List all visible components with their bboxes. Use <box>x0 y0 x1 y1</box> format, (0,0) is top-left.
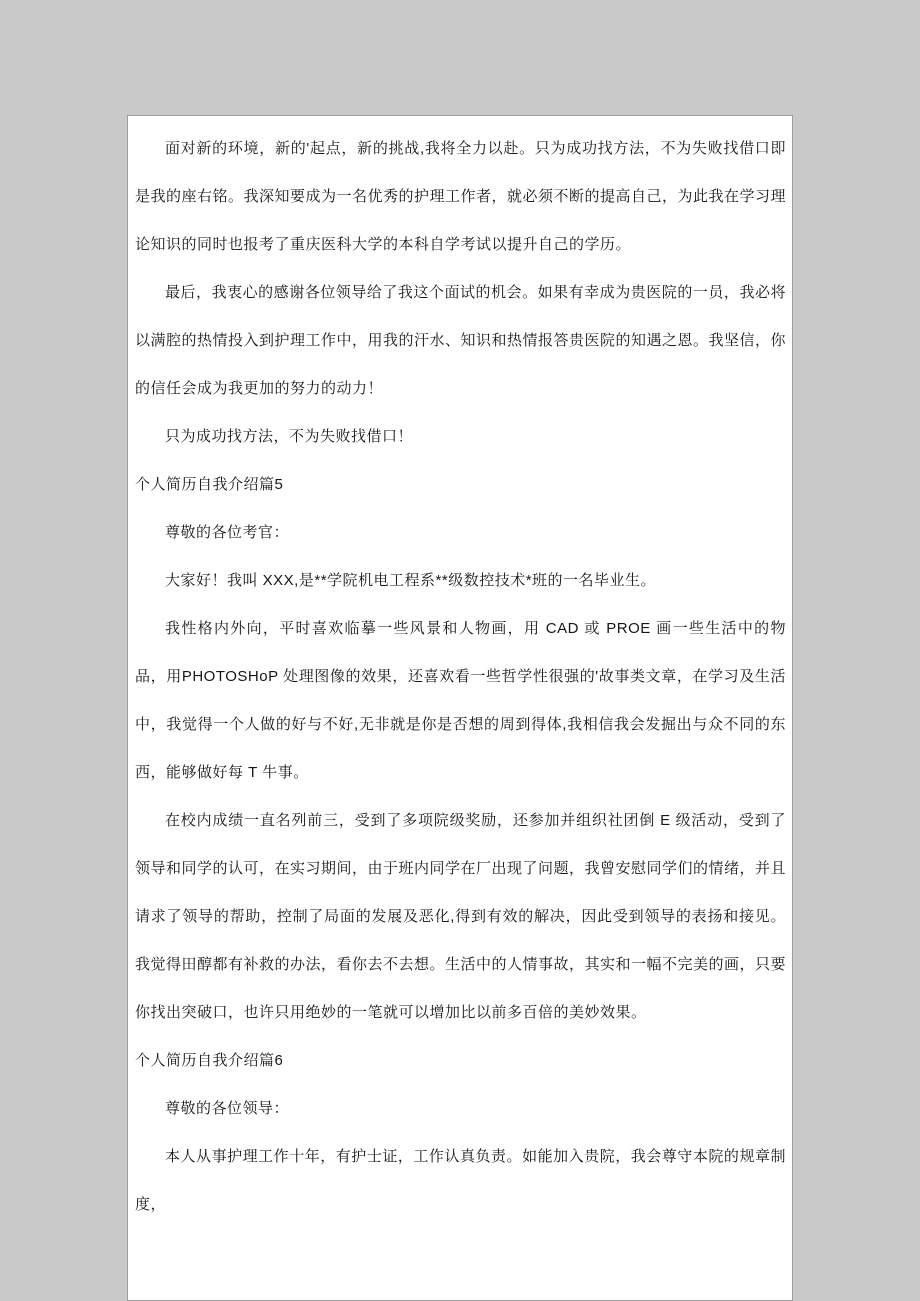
paragraph: 本人从事护理工作十年，有护士证，工作认真负责。如能加入贵院，我会尊守本院的规章制度， <box>135 1148 786 1213</box>
paragraph: 我性格内外向，平时喜欢临摹一些风景和人物画，用 CAD 或 PROE 画一些生活中的物品，用PHOTOSHoP 处理图像的效果，还喜欢看一些哲学性很强的'故事类文章，在学习及生活中，我觉得一个人做的好与不好,无非就是你是否想的周到得体,我相信我会发掘出与众不同的东西，能够做好每 T 牛事。 <box>135 620 786 781</box>
paragraph: 只为成功找方法，不为失败找借口！ <box>165 428 414 445</box>
paragraph: 面对新的环境，新的'起点，新的挑战,我将全力以赴。只为成功找方法，不为失败找借口即是我的座右铭。我深知要成为一名优秀的护理工作者，就必须不断的提高自己，为此我在学习理论知识的同时也报考了重庆医科大学的本科自学考试以提升自己的学历。 <box>135 140 787 253</box>
paragraph: 尊敬的各位领导： <box>165 1100 290 1117</box>
section-heading: 个人简历自我介绍篇6 <box>135 1052 284 1069</box>
paragraph: 大家好！我叫 XXX,是**学院机电工程系**级数控技术*班的一名毕业生。 <box>165 572 657 589</box>
paragraph: 尊敬的各位考官： <box>165 524 290 541</box>
paragraph: 最后，我衷心的感谢各位领导给了我这个面试的机会。如果有幸成为贵医院的一员，我必将以满腔的热情投入到护理工作中，用我的汗水、知识和热情报答贵医院的知遇之恩。我坚信，你的信任会成为我更加的努力的动力！ <box>135 284 787 397</box>
document-body <box>135 125 786 1229</box>
document-page <box>127 115 793 1301</box>
section-heading: 个人简历自我介绍篇5 <box>135 476 284 493</box>
paragraph: 在校内成绩一直名列前三，受到了多项院级奖励，还参加并组织社团倒 E 级活动，受到了领导和同学的认可，在实习期间，由于班内同学在厂出现了问题，我曾安慰同学们的情绪，并且请求了领导的帮助，控制了局面的发展及恶化,得到有效的解决，因此受到领导的表扬和接见。我觉得田醇都有补救的办法，看你去不去想。生活中的人情事故，其实和一幅不完美的画，只要你找出突破口，也许只用绝妙的一笔就可以增加比以前多百倍的美妙效果。 <box>135 812 787 1021</box>
